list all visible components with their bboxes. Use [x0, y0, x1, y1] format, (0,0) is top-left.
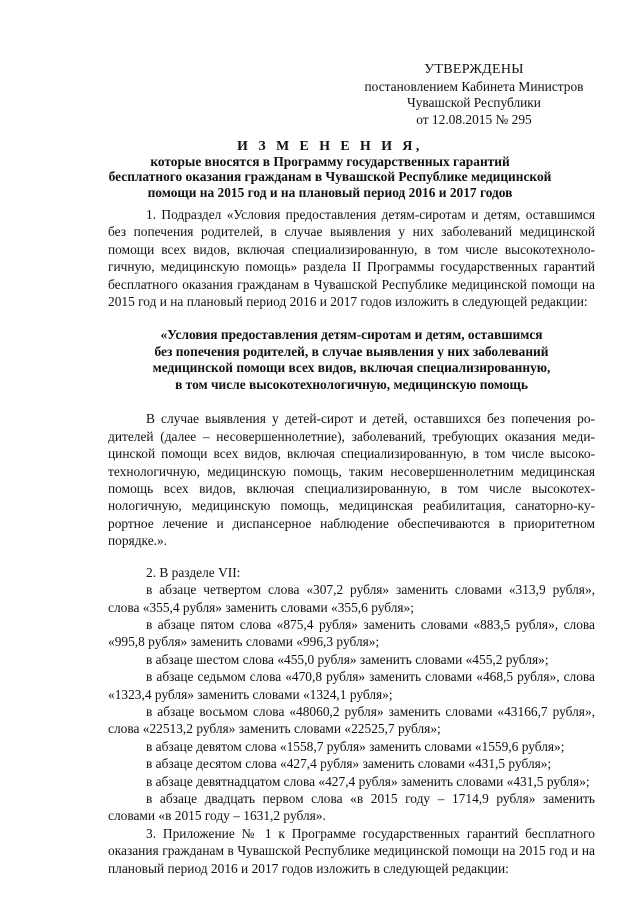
- title-line-3: помощи на 2015 год и на плановый период 2016 и 2017 годов: [147, 184, 513, 200]
- subheading-line-1: «Условия предоставления детям-сиротам и детям, оставшимся: [160, 327, 543, 343]
- title-word: И З М Е Н Е Н И Я,: [237, 138, 423, 153]
- approval-line-1: постановлением Кабинета Министров: [364, 78, 584, 94]
- subheading-line-4: в том числе высокотехнологичную, медицинскую помощь: [175, 376, 528, 392]
- subheading-line-3: медицинской помощи всех видов, включая специализированную,: [152, 360, 551, 376]
- subheading-line-2: без попечения родителей, в случае выявления у них заболеваний: [154, 343, 549, 359]
- section-2-heading: 2. В разделе VII:: [146, 564, 241, 580]
- section-3-paragraph: 3. Приложение № 1 к Программе государственных гарантий бесплатного оказания гражданам в Чувашской Республике медицинской помощи на 2015 год и на плановый период 2016 и 2017 годов изложить в следующей редакции:: [108, 825, 595, 876]
- section-2-item: в абзаце девятнадцатом слова «427,4 рубля» заменить словами «431,5 рубля»;: [146, 773, 590, 789]
- section-1-subheading: [108, 327, 595, 393]
- section-2-item: в абзаце четвертом слова «307,2 рубля» заменить словами «313,9 рубля», слова «355,4 рубля» заменить словами «355,6 рубля»;: [108, 582, 595, 615]
- section-1-paragraph: 1. Подраздел «Условия предоставления детям-сиротам и детям, оставшимся без попечения родителей, в случае выявления у них заболеваний медицинской помощи всех видов, включая специализированную, в том числе высокотехнологичную, медицинскую помощь» раздела II Программы государственных гарантий бесплатного оказания гражданам в Чувашской Республике медицинской помощи на 2015 год и на плановый период 2016 и 2017 годов изложить в следующей редакции:: [108, 207, 595, 310]
- section-2-item: в абзаце двадцать первом слова «в 2015 году – 1714,9 рубля» заменить словами «в 2015 году – 1631,2 рубля».: [108, 790, 595, 824]
- section-2-item: в абзаце девятом слова «1558,7 рубля» заменить словами «1559,6 рубля»;: [146, 738, 565, 754]
- approval-line-3: от 12.08.2015 № 295: [416, 111, 532, 127]
- title-line-2: бесплатного оказания гражданам в Чувашской Республике медицинской: [108, 169, 552, 185]
- title-line-1: которые вносятся в Программу государственных гарантий: [150, 153, 510, 169]
- section-2-item: в абзаце шестом слова «455,0 рубля» заменить словами «455,2 рубля»;: [146, 651, 549, 667]
- document-body: [108, 206, 595, 877]
- section-1-quote: В случае выявления у детей-сирот и детей, оставшихся без попечения родителей (далее – несовершеннолетние), заболеваний, требующих оказания медицинской помощи всех видов, включая специализированную, в том числе высокотехнологичную, медицинскую помощь, таким несовершеннолетним медицинская помощь всех видов, включая специализированную, в том числе высокотехнологичную, медицинскую помощь, медицинская реабилитация, санаторно-курортное лечение и диспансерное наблюдение обеспечиваются в приоритетном порядке.».: [108, 411, 595, 549]
- approval-stamp: [340, 62, 608, 128]
- section-2-item: в абзаце седьмом слова «470,8 рубля» заменить словами «468,5 рубля», слова «1323,4 рубля» заменить словами «1324,1 рубля»;: [108, 669, 595, 702]
- section-2-item: в абзаце пятом слова «875,4 рубля» заменить словами «883,5 рубля», слова «995,8 рубля» заменить словами «996,3 рубля»;: [108, 616, 595, 650]
- approval-title: УТВЕРЖДЕНЫ: [424, 62, 524, 77]
- section-2-item: в абзаце восьмом слова «48060,2 рубля» заменить словами «43166,7 рубля», слова «22513,2 рубля» заменить словами «22525,7 рубля»;: [108, 703, 595, 737]
- approval-line-2: Чувашской Республики: [407, 95, 541, 110]
- section-2-item: в абзаце десятом слова «427,4 рубля» заменить словами «431,5 рубля»;: [146, 756, 552, 772]
- document-title: [100, 138, 560, 200]
